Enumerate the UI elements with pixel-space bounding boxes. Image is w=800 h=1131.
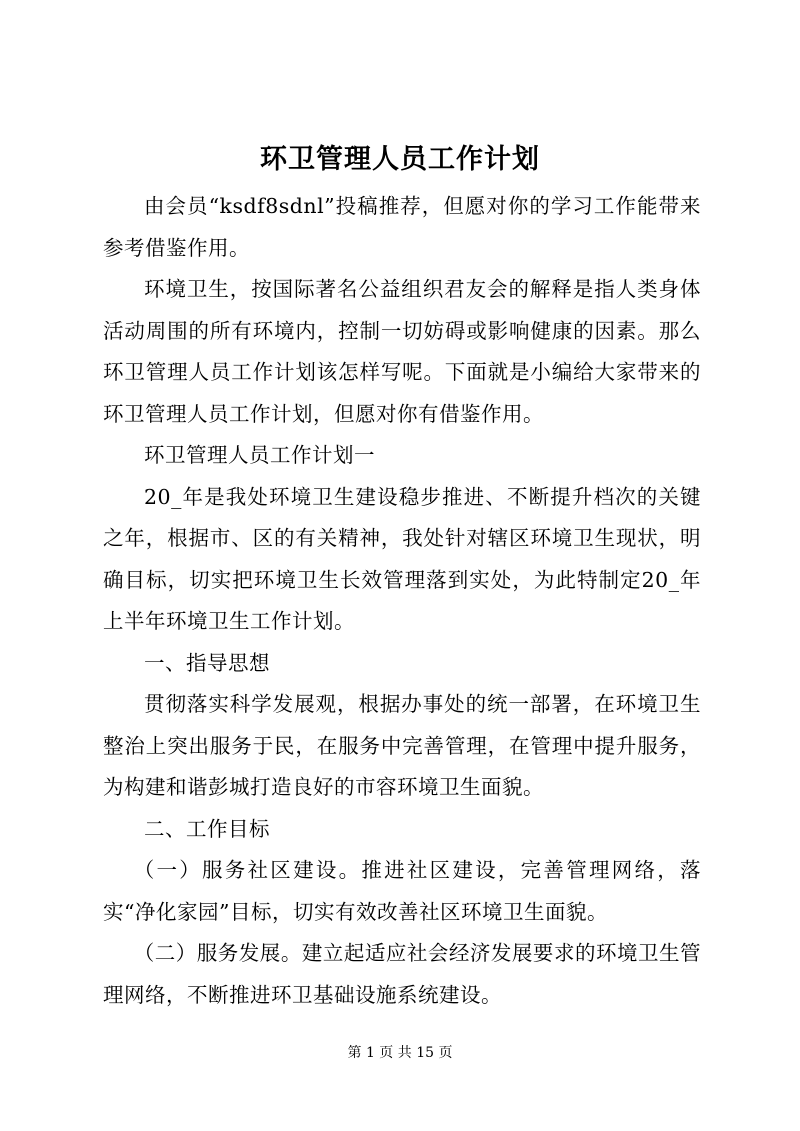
paragraph-guiding-ideology: 贯彻落实科学发展观，根据办事处的统一部署，在环境卫生整治上突出服务于民，在服务中完善管理，在管理中提升服务，为构建和谐彭城打造良好的市容环境卫生面貌。: [103, 692, 701, 799]
paragraph-plan-heading: 环卫管理人员工作计划一: [144, 443, 375, 467]
section-heading-work-goals: 二、工作目标: [144, 816, 270, 841]
paragraph-intro: 由会员“ksdf8sdnl”投稿推荐，但愿对你的学习工作能带来参考借鉴作用。: [103, 194, 701, 260]
paragraph-year-plan: 20_年是我处环境卫生建设稳步推进、不断提升档次的关键之年，根据市、区的有关精神，我处针对辖区环境卫生现状，明确目标，切实把环境卫生长效管理落到实处，为此特制定20_年上半年环境卫生工作计划。: [103, 484, 701, 633]
paragraph-goal-development: （二）服务发展。建立起适应社会经济发展要求的环境卫生管理网络，不断推进环卫基础设施系统建设。: [103, 941, 701, 1007]
document-body: [103, 186, 701, 1016]
page-number-footer: 第 1 页 共 15 页: [347, 1045, 453, 1061]
paragraph-definition: 环境卫生，按国际著名公益组织君友会的解释是指人类身体活动周围的所有环境内，控制一切妨碍或影响健康的因素。那么环卫管理人员工作计划该怎样写呢。下面就是小编给大家带来的环卫管理人员工作计划，但愿对你有借鉴作用。: [103, 277, 701, 426]
paragraph-goal-community: （一）服务社区建设。推进社区建设，完善管理网络，落实“净化家园”目标，切实有效改善社区环境卫生面貌。: [103, 858, 701, 924]
document-title: 环卫管理人员工作计划: [260, 144, 540, 175]
section-heading-guiding-ideology: 一、指导思想: [144, 650, 270, 675]
